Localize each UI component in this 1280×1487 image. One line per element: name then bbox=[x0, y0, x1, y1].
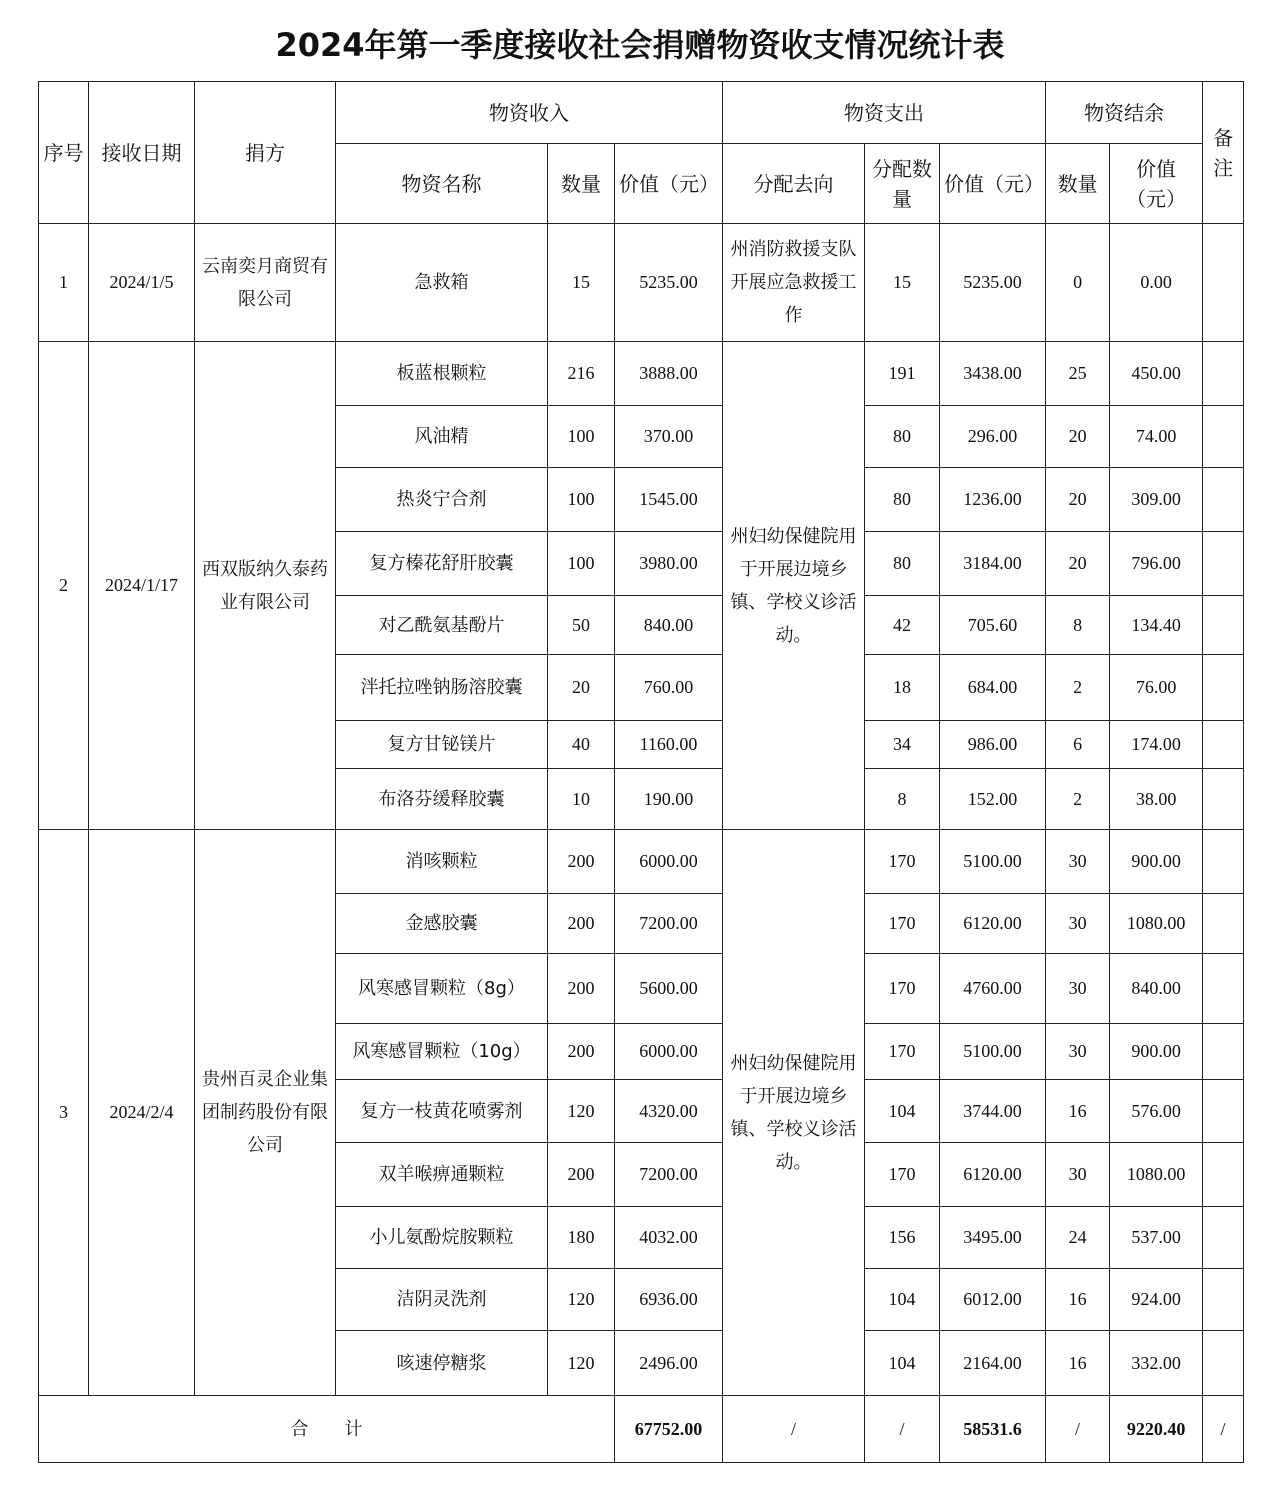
table-row bbox=[39, 342, 1244, 406]
header-balance: 物资结余 bbox=[1046, 82, 1203, 144]
bal-value-cell: 900.00 bbox=[1110, 1024, 1203, 1080]
header-qty: 数量 bbox=[548, 144, 615, 224]
header-item-name: 物资名称 bbox=[336, 144, 548, 224]
item-name-cell: 布洛芬缓释胶囊 bbox=[336, 769, 548, 830]
header-row-1 bbox=[39, 82, 1244, 144]
value-cell: 840.00 bbox=[615, 596, 723, 655]
qty-cell: 15 bbox=[548, 224, 615, 342]
value-cell: 370.00 bbox=[615, 406, 723, 468]
alloc-value-cell: 2164.00 bbox=[940, 1331, 1046, 1396]
alloc-value-cell: 152.00 bbox=[940, 769, 1046, 830]
value-cell: 190.00 bbox=[615, 769, 723, 830]
bal-value-cell: 76.00 bbox=[1110, 655, 1203, 721]
value-cell: 5235.00 bbox=[615, 224, 723, 342]
donor-cell: 贵州百灵企业集团制药股份有限公司 bbox=[195, 830, 336, 1396]
date-cell: 2024/1/17 bbox=[89, 342, 195, 830]
alloc-qty-cell: 104 bbox=[865, 1269, 940, 1331]
item-name-cell: 板蓝根颗粒 bbox=[336, 342, 548, 406]
value-cell: 4320.00 bbox=[615, 1080, 723, 1143]
donation-statistics-table bbox=[38, 81, 1244, 1463]
alloc-value-cell: 5100.00 bbox=[940, 830, 1046, 894]
bal-value-cell: 1080.00 bbox=[1110, 1143, 1203, 1207]
bal-value-cell: 796.00 bbox=[1110, 532, 1203, 596]
header-income: 物资收入 bbox=[336, 82, 723, 144]
item-name-cell: 急救箱 bbox=[336, 224, 548, 342]
destination-cell: 州妇幼保健院用于开展边境乡镇、学校义诊活动。 bbox=[723, 342, 865, 830]
alloc-qty-cell: 34 bbox=[865, 721, 940, 769]
table-body bbox=[39, 82, 1244, 1463]
qty-cell: 50 bbox=[548, 596, 615, 655]
total-bal-value: 9220.40 bbox=[1110, 1396, 1203, 1463]
item-name-cell: 风油精 bbox=[336, 406, 548, 468]
qty-cell: 200 bbox=[548, 894, 615, 954]
seq-cell: 2 bbox=[39, 342, 89, 830]
total-bal-qty: / bbox=[1046, 1396, 1110, 1463]
alloc-value-cell: 3495.00 bbox=[940, 1207, 1046, 1269]
remark-cell bbox=[1203, 468, 1244, 532]
item-name-cell: 金感胶囊 bbox=[336, 894, 548, 954]
qty-cell: 120 bbox=[548, 1331, 615, 1396]
remark-cell bbox=[1203, 224, 1244, 342]
value-cell: 6000.00 bbox=[615, 830, 723, 894]
item-name-cell: 泮托拉唑钠肠溶胶囊 bbox=[336, 655, 548, 721]
alloc-qty-cell: 80 bbox=[865, 532, 940, 596]
qty-cell: 120 bbox=[548, 1269, 615, 1331]
header-value: 价值（元） bbox=[615, 144, 723, 224]
value-cell: 5600.00 bbox=[615, 954, 723, 1024]
value-cell: 6936.00 bbox=[615, 1269, 723, 1331]
bal-qty-cell: 16 bbox=[1046, 1080, 1110, 1143]
value-cell: 760.00 bbox=[615, 655, 723, 721]
header-seq: 序号 bbox=[39, 82, 89, 224]
remark-cell bbox=[1203, 1207, 1244, 1269]
value-cell: 1160.00 bbox=[615, 721, 723, 769]
value-cell: 2496.00 bbox=[615, 1331, 723, 1396]
table-row bbox=[39, 224, 1244, 342]
qty-cell: 200 bbox=[548, 1024, 615, 1080]
alloc-qty-cell: 104 bbox=[865, 1331, 940, 1396]
value-cell: 4032.00 bbox=[615, 1207, 723, 1269]
item-name-cell: 咳速停糖浆 bbox=[336, 1331, 548, 1396]
qty-cell: 20 bbox=[548, 655, 615, 721]
item-name-cell: 小儿氨酚烷胺颗粒 bbox=[336, 1207, 548, 1269]
seq-cell: 1 bbox=[39, 224, 89, 342]
alloc-qty-cell: 15 bbox=[865, 224, 940, 342]
header-destination: 分配去向 bbox=[723, 144, 865, 224]
qty-cell: 180 bbox=[548, 1207, 615, 1269]
alloc-qty-cell: 170 bbox=[865, 894, 940, 954]
alloc-value-cell: 705.60 bbox=[940, 596, 1046, 655]
page-title: 2024年第一季度接收社会捐赠物资收支情况统计表 bbox=[275, 26, 1005, 64]
remark-cell bbox=[1203, 1080, 1244, 1143]
header-expense: 物资支出 bbox=[723, 82, 1046, 144]
header-remark: 备注 bbox=[1203, 82, 1244, 224]
alloc-value-cell: 6120.00 bbox=[940, 1143, 1046, 1207]
total-row bbox=[39, 1396, 1244, 1463]
alloc-qty-cell: 191 bbox=[865, 342, 940, 406]
alloc-qty-cell: 170 bbox=[865, 1024, 940, 1080]
item-name-cell: 复方榛花舒肝胶囊 bbox=[336, 532, 548, 596]
bal-value-cell: 332.00 bbox=[1110, 1331, 1203, 1396]
bal-qty-cell: 30 bbox=[1046, 830, 1110, 894]
date-cell: 2024/2/4 bbox=[89, 830, 195, 1396]
value-cell: 3888.00 bbox=[615, 342, 723, 406]
qty-cell: 120 bbox=[548, 1080, 615, 1143]
alloc-value-cell: 3744.00 bbox=[940, 1080, 1046, 1143]
alloc-value-cell: 3184.00 bbox=[940, 532, 1046, 596]
alloc-value-cell: 986.00 bbox=[940, 721, 1046, 769]
bal-qty-cell: 30 bbox=[1046, 1024, 1110, 1080]
qty-cell: 10 bbox=[548, 769, 615, 830]
bal-qty-cell: 30 bbox=[1046, 894, 1110, 954]
remark-cell bbox=[1203, 830, 1244, 894]
remark-cell bbox=[1203, 1143, 1244, 1207]
remark-cell bbox=[1203, 596, 1244, 655]
alloc-value-cell: 1236.00 bbox=[940, 468, 1046, 532]
bal-qty-cell: 20 bbox=[1046, 532, 1110, 596]
qty-cell: 100 bbox=[548, 468, 615, 532]
alloc-qty-cell: 156 bbox=[865, 1207, 940, 1269]
total-remark: / bbox=[1203, 1396, 1244, 1463]
bal-qty-cell: 30 bbox=[1046, 954, 1110, 1024]
remark-cell bbox=[1203, 954, 1244, 1024]
alloc-qty-cell: 8 bbox=[865, 769, 940, 830]
bal-value-cell: 134.40 bbox=[1110, 596, 1203, 655]
alloc-qty-cell: 18 bbox=[865, 655, 940, 721]
header-bal-qty: 数量 bbox=[1046, 144, 1110, 224]
donor-cell: 云南奕月商贸有限公司 bbox=[195, 224, 336, 342]
alloc-value-cell: 5235.00 bbox=[940, 224, 1046, 342]
table-row bbox=[39, 830, 1244, 894]
alloc-qty-cell: 80 bbox=[865, 468, 940, 532]
bal-value-cell: 74.00 bbox=[1110, 406, 1203, 468]
total-destination: / bbox=[723, 1396, 865, 1463]
header-date: 接收日期 bbox=[89, 82, 195, 224]
value-cell: 7200.00 bbox=[615, 894, 723, 954]
donor-cell: 西双版纳久泰药业有限公司 bbox=[195, 342, 336, 830]
qty-cell: 100 bbox=[548, 532, 615, 596]
bal-qty-cell: 30 bbox=[1046, 1143, 1110, 1207]
alloc-qty-cell: 80 bbox=[865, 406, 940, 468]
header-alloc-value: 价值（元） bbox=[940, 144, 1046, 224]
bal-value-cell: 450.00 bbox=[1110, 342, 1203, 406]
item-name-cell: 风寒感冒颗粒（8g） bbox=[336, 954, 548, 1024]
alloc-value-cell: 6012.00 bbox=[940, 1269, 1046, 1331]
value-cell: 7200.00 bbox=[615, 1143, 723, 1207]
destination-cell: 州妇幼保健院用于开展边境乡镇、学校义诊活动。 bbox=[723, 830, 865, 1396]
bal-value-cell: 38.00 bbox=[1110, 769, 1203, 830]
remark-cell bbox=[1203, 721, 1244, 769]
bal-qty-cell: 2 bbox=[1046, 655, 1110, 721]
alloc-value-cell: 6120.00 bbox=[940, 894, 1046, 954]
bal-value-cell: 174.00 bbox=[1110, 721, 1203, 769]
remark-cell bbox=[1203, 342, 1244, 406]
bal-qty-cell: 16 bbox=[1046, 1269, 1110, 1331]
remark-cell bbox=[1203, 769, 1244, 830]
total-income-value: 67752.00 bbox=[615, 1396, 723, 1463]
bal-qty-cell: 8 bbox=[1046, 596, 1110, 655]
bal-qty-cell: 24 bbox=[1046, 1207, 1110, 1269]
header-bal-value: 价值（元） bbox=[1110, 144, 1203, 224]
remark-cell bbox=[1203, 406, 1244, 468]
alloc-qty-cell: 42 bbox=[865, 596, 940, 655]
bal-qty-cell: 6 bbox=[1046, 721, 1110, 769]
bal-qty-cell: 16 bbox=[1046, 1331, 1110, 1396]
item-name-cell: 对乙酰氨基酚片 bbox=[336, 596, 548, 655]
alloc-value-cell: 3438.00 bbox=[940, 342, 1046, 406]
seq-cell: 3 bbox=[39, 830, 89, 1396]
alloc-value-cell: 684.00 bbox=[940, 655, 1046, 721]
alloc-qty-cell: 170 bbox=[865, 830, 940, 894]
total-label: 合 计 bbox=[39, 1396, 615, 1463]
alloc-value-cell: 4760.00 bbox=[940, 954, 1046, 1024]
destination-cell: 州消防救援支队开展应急救援工作 bbox=[723, 224, 865, 342]
bal-value-cell: 309.00 bbox=[1110, 468, 1203, 532]
remark-cell bbox=[1203, 655, 1244, 721]
qty-cell: 200 bbox=[548, 1143, 615, 1207]
bal-value-cell: 537.00 bbox=[1110, 1207, 1203, 1269]
remark-cell bbox=[1203, 532, 1244, 596]
item-name-cell: 消咳颗粒 bbox=[336, 830, 548, 894]
qty-cell: 200 bbox=[548, 954, 615, 1024]
item-name-cell: 复方甘铋镁片 bbox=[336, 721, 548, 769]
item-name-cell: 风寒感冒颗粒（10g） bbox=[336, 1024, 548, 1080]
value-cell: 1545.00 bbox=[615, 468, 723, 532]
qty-cell: 40 bbox=[548, 721, 615, 769]
alloc-value-cell: 296.00 bbox=[940, 406, 1046, 468]
value-cell: 3980.00 bbox=[615, 532, 723, 596]
item-name-cell: 双羊喉痹通颗粒 bbox=[336, 1143, 548, 1207]
bal-qty-cell: 0 bbox=[1046, 224, 1110, 342]
item-name-cell: 复方一枝黄花喷雾剂 bbox=[336, 1080, 548, 1143]
remark-cell bbox=[1203, 894, 1244, 954]
qty-cell: 216 bbox=[548, 342, 615, 406]
alloc-qty-cell: 170 bbox=[865, 1143, 940, 1207]
header-donor: 捐方 bbox=[195, 82, 336, 224]
remark-cell bbox=[1203, 1024, 1244, 1080]
bal-value-cell: 1080.00 bbox=[1110, 894, 1203, 954]
remark-cell bbox=[1203, 1269, 1244, 1331]
alloc-qty-cell: 170 bbox=[865, 954, 940, 1024]
alloc-value-cell: 5100.00 bbox=[940, 1024, 1046, 1080]
qty-cell: 200 bbox=[548, 830, 615, 894]
date-cell: 2024/1/5 bbox=[89, 224, 195, 342]
bal-qty-cell: 2 bbox=[1046, 769, 1110, 830]
bal-value-cell: 840.00 bbox=[1110, 954, 1203, 1024]
bal-value-cell: 924.00 bbox=[1110, 1269, 1203, 1331]
bal-value-cell: 900.00 bbox=[1110, 830, 1203, 894]
remark-cell bbox=[1203, 1331, 1244, 1396]
item-name-cell: 洁阴灵洗剂 bbox=[336, 1269, 548, 1331]
bal-qty-cell: 20 bbox=[1046, 468, 1110, 532]
header-alloc-qty: 分配数量 bbox=[865, 144, 940, 224]
total-alloc-value: 58531.6 bbox=[940, 1396, 1046, 1463]
total-alloc-qty: / bbox=[865, 1396, 940, 1463]
item-name-cell: 热炎宁合剂 bbox=[336, 468, 548, 532]
bal-value-cell: 576.00 bbox=[1110, 1080, 1203, 1143]
bal-qty-cell: 25 bbox=[1046, 342, 1110, 406]
alloc-qty-cell: 104 bbox=[865, 1080, 940, 1143]
qty-cell: 100 bbox=[548, 406, 615, 468]
value-cell: 6000.00 bbox=[615, 1024, 723, 1080]
bal-value-cell: 0.00 bbox=[1110, 224, 1203, 342]
bal-qty-cell: 20 bbox=[1046, 406, 1110, 468]
